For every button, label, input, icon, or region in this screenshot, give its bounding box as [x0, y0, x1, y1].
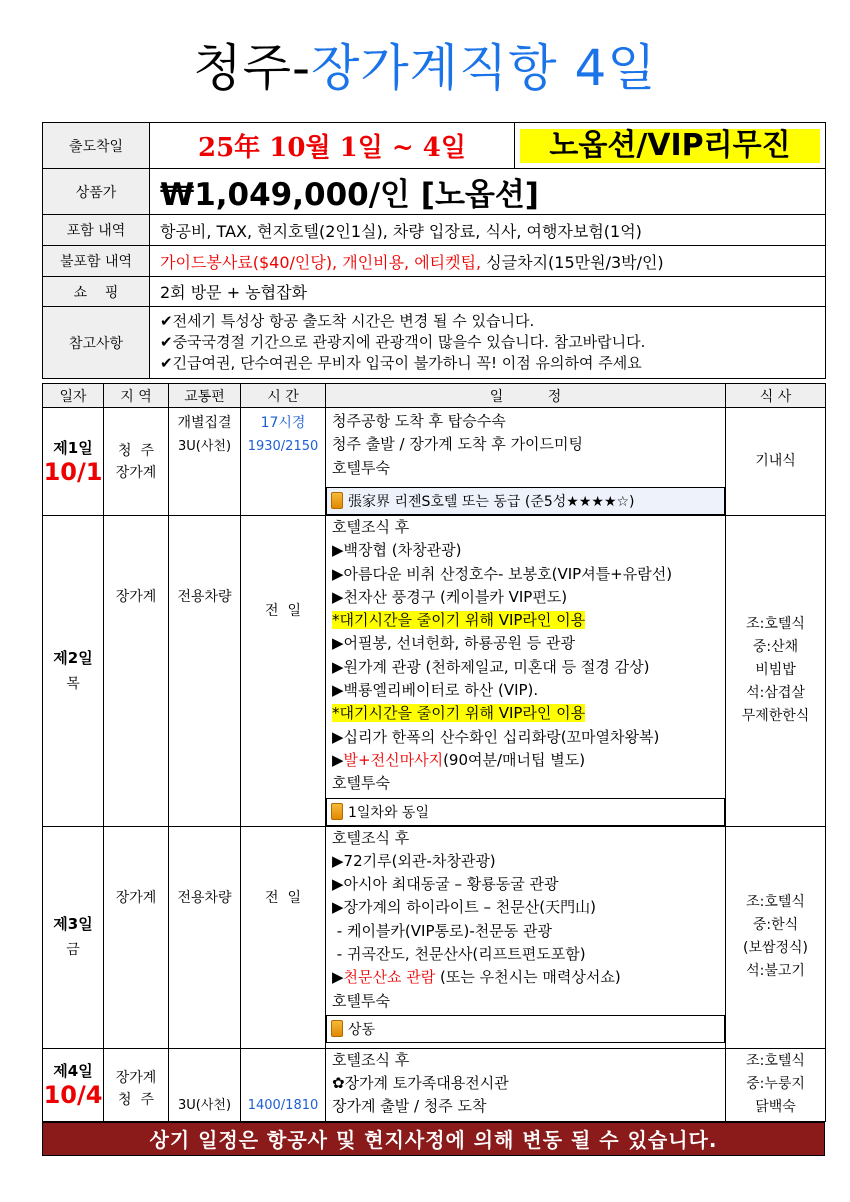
price-value: ₩1,049,000/인 [노옵션] — [150, 169, 826, 215]
day4-itinerary — [326, 1048, 726, 1121]
itinerary-line — [326, 749, 725, 772]
day4-time: 1400/1810 — [241, 1048, 326, 1121]
day4-meal — [726, 1048, 826, 1121]
itinerary-line: 호텔조식 후 — [332, 518, 410, 536]
day3-row — [43, 826, 826, 1048]
day4-date: 10/4 — [43, 1081, 103, 1110]
day2-hotel-text: 1일차와 동일 — [348, 804, 429, 821]
meal-item: 닭백숙 — [755, 1099, 796, 1116]
meal-item: 석:불고기 — [746, 963, 805, 980]
line-prefix: ▶ — [332, 750, 344, 769]
itinerary-line: 호텔조식 후 — [332, 1050, 410, 1069]
header-day: 일자 — [43, 384, 104, 408]
itinerary-line: ▶어필봉, 선녀헌화, 하룡공원 등 관광 — [332, 634, 576, 653]
meal-item: 무제한한식 — [741, 708, 810, 725]
itinerary-line-highlight — [326, 702, 725, 725]
header-meal: 식 사 — [726, 384, 826, 408]
itinerary-line: ▶72기루(외관-차창관광) — [332, 851, 496, 870]
line-rest: (또는 우천시는 매력상서쇼) — [435, 968, 621, 987]
line-rest: (90여분/매너팁 별도) — [443, 750, 586, 769]
meal-item: 중:한식 — [752, 917, 799, 934]
included-value: 항공비, TAX, 현지호텔(2인1실), 차량 입장료, 식사, 여행자보험(1억) — [150, 215, 826, 246]
massage-text: 발+전신마사지 — [343, 750, 444, 769]
meal-item: 중:산채 — [752, 639, 799, 656]
meal-item: 석:삼겹살 — [746, 685, 805, 702]
day1-time2: 1930/2150 — [247, 439, 319, 454]
day3-hotel — [326, 1015, 725, 1043]
day1-label: 제1일 — [53, 439, 93, 457]
day4-transport: 3U(사천) — [169, 1048, 241, 1121]
option-badge: 노옵션/VIP리무진 — [520, 129, 820, 163]
day3-hotel-text: 상동 — [348, 1021, 376, 1038]
meal-item: 비빔밥 — [755, 662, 796, 679]
day4-region2: 청 주 — [118, 1091, 154, 1108]
day4-label: 제4일 — [53, 1062, 93, 1081]
day3-cell — [43, 826, 104, 1048]
day3-itinerary — [326, 826, 726, 1048]
day1-hotel — [326, 487, 725, 515]
meal-item: 중:누룽지 — [746, 1076, 805, 1093]
schedule-table — [42, 383, 826, 1122]
itinerary-line: 장가계 출발 / 청주 도착 — [332, 1097, 487, 1116]
itinerary-line: 호텔조식 후 — [332, 828, 410, 847]
vip-note: *대기시간을 줄이기 위해 VIP라인 이용 — [332, 704, 586, 723]
day1-region — [104, 408, 169, 516]
day2-weekday: 목 — [66, 675, 80, 692]
meal-item: 조:호텔식 — [746, 894, 805, 911]
excluded-black-text: 싱글차지(15만원/3박/인) — [481, 252, 664, 272]
day2-hotel — [326, 798, 725, 826]
day2-time: 전 일 — [241, 516, 326, 827]
itinerary-line: ▶아시아 최대동굴 – 황룡동굴 관광 — [332, 875, 559, 894]
note-item: ✔중국국경절 기간으로 관광지에 관광객이 많을수 있습니다. 참고바랍니다. — [160, 333, 646, 351]
day3-weekday: 금 — [66, 942, 80, 959]
option-cell — [515, 123, 826, 169]
itinerary-line — [326, 966, 725, 989]
itinerary-line: - 귀곡잔도, 천문산사(리프트편도포함) — [332, 945, 586, 964]
itinerary-line: 호텔투숙 — [332, 991, 390, 1010]
header-time: 시 간 — [241, 384, 326, 408]
itinerary-line: ✿장가계 토가족대용전시관 — [332, 1073, 509, 1092]
title-main: 장가계직항 4일 — [311, 39, 657, 97]
hotel-icon — [331, 1020, 343, 1037]
notes-label: 참고사항 — [43, 307, 150, 379]
note-item: ✔긴급여권, 단수여권은 무비자 입국이 불가하니 꼭! 이점 유의하여 주세요 — [160, 354, 642, 372]
notes — [150, 307, 826, 379]
day1-hotel-text: 張家界 리젠S호텔 또는 동급 (준5성★★★★☆) — [348, 493, 635, 510]
page-title — [0, 38, 850, 98]
day2-cell — [43, 516, 104, 827]
day3-region: 장가계 — [104, 826, 169, 1048]
day1-transport — [169, 408, 241, 516]
day2-transport: 전용차량 — [169, 516, 241, 827]
day4-row — [43, 1048, 826, 1121]
day4-cell — [43, 1048, 104, 1121]
day2-itinerary — [326, 516, 726, 827]
meal-item: 조:호텔식 — [746, 616, 805, 633]
shopping-label: 쇼 핑 — [43, 277, 150, 307]
header-itinerary: 일 정 — [326, 384, 726, 408]
itinerary-line-highlight — [326, 609, 725, 632]
excluded-label: 불포함 내역 — [43, 246, 150, 277]
footer-notice: 상기 일정은 항공사 및 현지사정에 의해 변동 될 수 있습니다. — [42, 1122, 825, 1156]
meal-item: (보쌈정식) — [742, 940, 809, 957]
itinerary-line: - 케이블카(VIP통로)-천문동 관광 — [332, 921, 552, 940]
hotel-icon — [331, 492, 343, 509]
day1-time1: 17시경 — [260, 415, 306, 431]
day1-cell — [43, 408, 104, 516]
day2-label: 제2일 — [53, 648, 93, 667]
hotel-icon — [331, 803, 343, 820]
shopping-value: 2회 방문 + 농협잡화 — [150, 277, 826, 307]
dates-label: 출도착일 — [43, 123, 150, 169]
header-region: 지 역 — [104, 384, 169, 408]
line-prefix: ▶ — [332, 968, 344, 987]
day2-row — [43, 516, 826, 827]
header-transport: 교통편 — [169, 384, 241, 408]
day4-region1: 장가계 — [115, 1069, 157, 1086]
itinerary-line: ▶아름다운 비취 산정호수- 보봉호(VIP셔틀+유람선) — [332, 564, 673, 583]
itinerary-line: ▶백룡엘리베이터로 하산 (VIP). — [332, 681, 539, 700]
itinerary-line: 청주공항 도착 후 탑승수속 — [332, 412, 506, 430]
day1-date: 10/1 — [43, 458, 103, 486]
day4-region — [104, 1048, 169, 1121]
day1-row — [43, 408, 826, 516]
show-text: 천문산쇼 관람 — [343, 968, 436, 987]
day1-itinerary — [326, 408, 726, 516]
day1-time — [241, 408, 326, 516]
itinerary-line: ▶십리가 한폭의 산수화인 십리화랑(꼬마열차왕복) — [332, 727, 660, 746]
included-label: 포함 내역 — [43, 215, 150, 246]
dates-value: 25年 10월 1일 ~ 4일 — [150, 123, 515, 169]
meal-item: 조:호텔식 — [746, 1053, 805, 1070]
excluded-red-text: 가이드봉사료($40/인당), 개인비용, 에티켓팁, — [160, 252, 482, 272]
excluded-value — [150, 246, 826, 277]
day3-transport: 전용차량 — [169, 826, 241, 1048]
day2-region: 장가계 — [104, 516, 169, 827]
vip-note: *대기시간을 줄이기 위해 VIP라인 이용 — [332, 611, 586, 630]
itinerary-line: ▶장가계의 하이라이트 – 천문산(天門山) — [332, 898, 596, 917]
day3-time: 전 일 — [241, 826, 326, 1048]
day3-meal — [726, 826, 826, 1048]
itinerary-line: 호텔투숙 — [332, 774, 390, 793]
title-prefix: 청주- — [193, 39, 312, 97]
itinerary-line: ▶천자산 풍경구 (케이블카 VIP편도) — [332, 587, 568, 606]
day1-region2: 장가계 — [115, 464, 157, 481]
itinerary-line: 호텔투숙 — [332, 458, 390, 477]
day2-meal — [726, 516, 826, 827]
info-table — [42, 122, 826, 379]
itinerary-line: ▶백장협 (차창관광) — [332, 541, 462, 560]
day1-meal: 기내식 — [726, 408, 826, 516]
itinerary-line: 청주 출발 / 장가계 도착 후 가이드미팅 — [332, 435, 584, 454]
price-label: 상품가 — [43, 169, 150, 215]
day3-label: 제3일 — [53, 915, 93, 934]
itinerary-line: ▶원가계 관광 (천하제일교, 미혼대 등 절경 감상) — [332, 657, 650, 676]
day1-transport1: 개별집결 — [177, 415, 232, 431]
note-item: ✔전세기 특성상 항공 출도착 시간은 변경 될 수 있습니다. — [160, 312, 535, 330]
day1-transport2: 3U(사천) — [177, 439, 232, 454]
day1-region1: 청 주 — [118, 442, 154, 459]
